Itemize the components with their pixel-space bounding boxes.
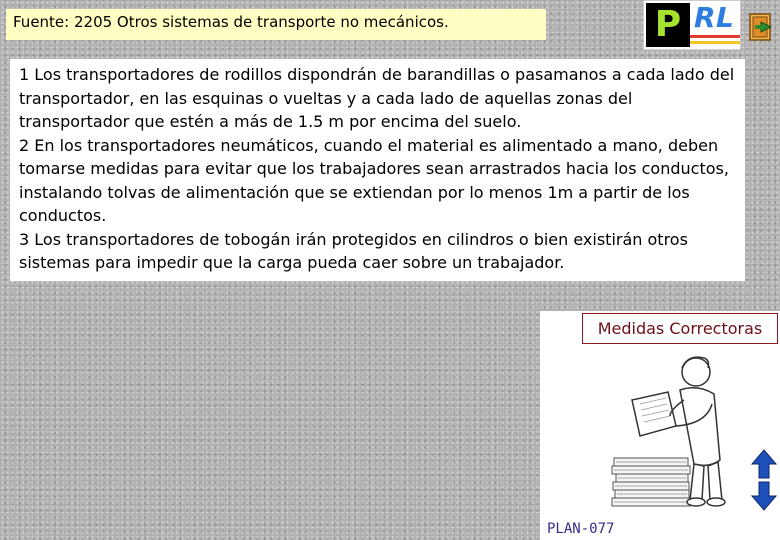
paragraph-1: 1 Los transportadores de rodillos dispondrán de barandillas o pasamanos a cada lado del transportador, en las esquinas o vueltas y a cada lado de aquellas zonas del transportador que estén a más de 1.5 m por encima del suelo.	[19, 65, 735, 131]
plan-code: PLAN-077	[547, 521, 615, 537]
exit-door-icon	[747, 12, 777, 42]
logo-letter-p: P	[646, 3, 690, 47]
exit-button[interactable]	[747, 12, 777, 42]
logo-letter-r: R	[694, 1, 716, 34]
logo-red-bar	[690, 35, 740, 38]
arrow-down-icon[interactable]	[750, 480, 778, 512]
measures-button[interactable]: Medidas Correctoras	[582, 313, 778, 344]
arrow-up-icon[interactable]	[750, 448, 778, 480]
reading-worker-illustration	[610, 350, 750, 514]
logo-yellow-bar	[690, 41, 740, 44]
page-navigation	[750, 448, 778, 512]
source-label: Fuente: 2205 Otros sistemas de transporte no mecánicos.	[6, 9, 546, 40]
logo-letter-l: L	[716, 1, 734, 34]
regulation-text	[10, 59, 745, 281]
paragraph-2: 2 En los transportadores neumáticos, cuando el material es alimentado a mano, deben tomarse medidas para evitar que los trabajadores sean arrastrados hacia los conductos, instalando tolvas de alimentación que se extiendan por lo menos 1m a partir de los conductos.	[19, 135, 729, 225]
prl-logo	[643, 0, 741, 50]
paragraph-3: 3 Los transportadores de tobogán irán protegidos en cilindros o bien existirán otros sistemas para impedir que la carga pueda caer sobre un trabajador.	[19, 229, 688, 272]
